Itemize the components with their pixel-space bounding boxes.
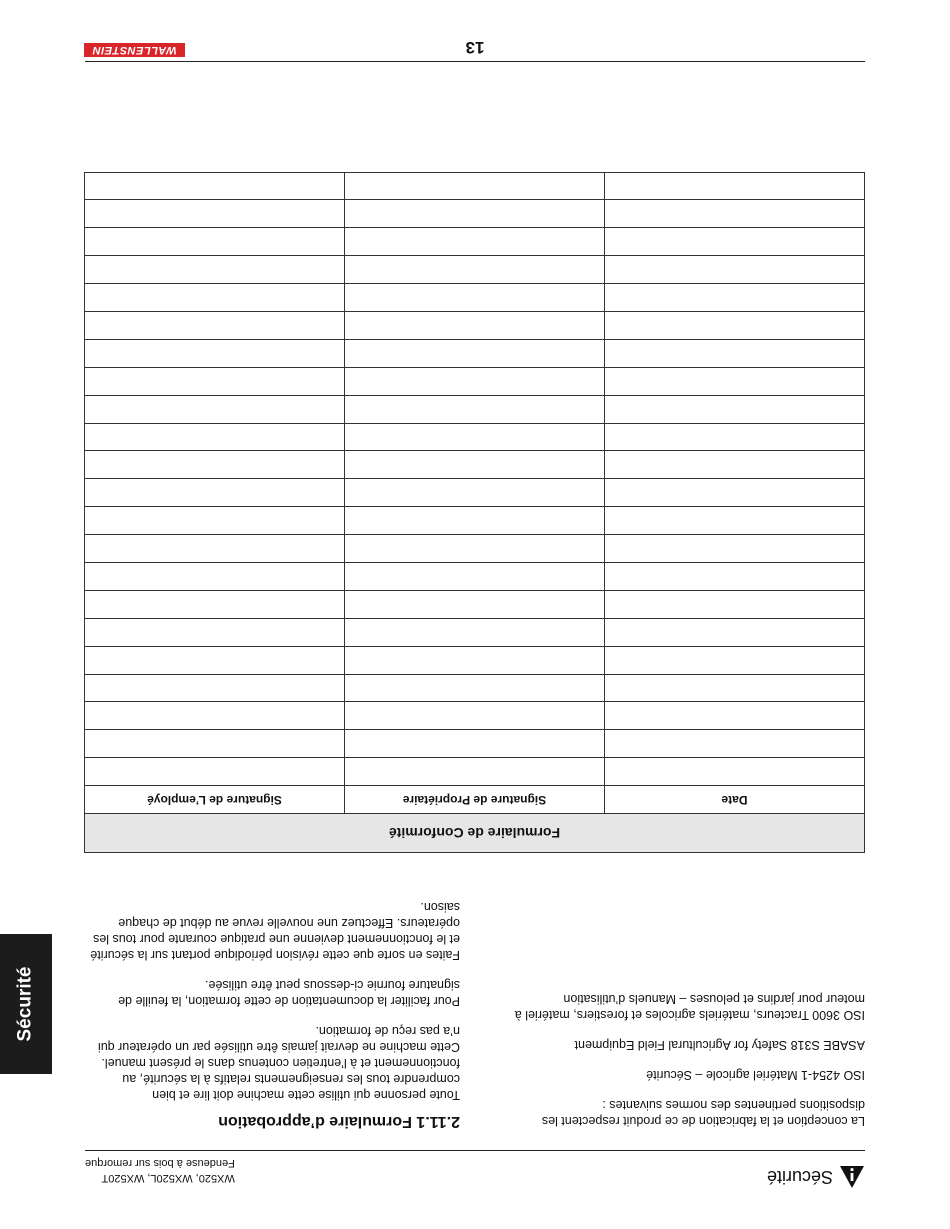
owner-signature-cell[interactable]: [345, 423, 605, 451]
date-cell[interactable]: [605, 367, 865, 395]
date-cell[interactable]: [605, 562, 865, 590]
form-row: [85, 535, 865, 563]
owner-signature-cell[interactable]: [345, 590, 605, 618]
date-cell[interactable]: [605, 339, 865, 367]
date-cell[interactable]: [605, 674, 865, 702]
column-header-employee-signature: Signature de L’employé: [85, 786, 345, 814]
section-heading: 2.11.1 Formulaire d’approbation: [218, 1113, 460, 1130]
form-row: [85, 730, 865, 758]
employee-signature-cell[interactable]: [85, 507, 345, 535]
header-model-line: WX520, WX520L, WX520T: [101, 1172, 235, 1184]
date-cell[interactable]: [605, 451, 865, 479]
date-cell[interactable]: [605, 535, 865, 563]
owner-signature-cell[interactable]: [345, 200, 605, 228]
header-product-line: Fendeuse à bois sur remorque: [85, 1157, 235, 1169]
form-row: [85, 395, 865, 423]
standard-item: ISO 4254-1 Matériel agricole – Sécurité: [646, 1068, 865, 1082]
employee-signature-cell[interactable]: [85, 367, 345, 395]
date-cell[interactable]: [605, 200, 865, 228]
approval-paragraph: Pour faciliter la documentation de cette formation, la feuille de signature fournie ci-dessous peut être utilisée.: [118, 978, 460, 1008]
form-row: [85, 451, 865, 479]
owner-signature-cell[interactable]: [345, 562, 605, 590]
form-row: [85, 256, 865, 284]
owner-signature-cell[interactable]: [345, 646, 605, 674]
date-cell[interactable]: [605, 172, 865, 200]
employee-signature-cell[interactable]: [85, 451, 345, 479]
owner-signature-cell[interactable]: [345, 730, 605, 758]
safety-warning-icon: [839, 1165, 865, 1189]
form-row: [85, 618, 865, 646]
employee-signature-cell[interactable]: [85, 423, 345, 451]
date-cell[interactable]: [605, 702, 865, 730]
owner-signature-cell[interactable]: [345, 479, 605, 507]
date-cell[interactable]: [605, 423, 865, 451]
form-row: [85, 479, 865, 507]
employee-signature-cell[interactable]: [85, 674, 345, 702]
page-header-section: [767, 1165, 865, 1189]
date-cell[interactable]: [605, 479, 865, 507]
owner-signature-cell[interactable]: [345, 535, 605, 563]
standard-item: ISO 3600 Tracteurs, matériels agricoles et forestiers, matériel à moteur pour jardins et pelouses – Manuels d’utilisation: [514, 992, 865, 1022]
owner-signature-cell[interactable]: [345, 674, 605, 702]
page-number: 13: [465, 38, 485, 57]
employee-signature-cell[interactable]: [85, 618, 345, 646]
owner-signature-cell[interactable]: [345, 339, 605, 367]
page-header-product: [85, 1155, 235, 1185]
employee-signature-cell[interactable]: [85, 339, 345, 367]
form-row: [85, 674, 865, 702]
approval-paragraph: Toute personne qui utilise cette machine doit lire et bien comprendre tous les renseignements relatifs à la sécurité, au fonctionnement et à l’entretien contenus dans le présent manuel. Cette machine ne devrait jamais être utilisée par un opérateur qui n’a pas reçu de formation.: [97, 1024, 460, 1102]
employee-signature-cell[interactable]: [85, 646, 345, 674]
date-cell[interactable]: [605, 507, 865, 535]
standards-intro: La conception et la fabrication de ce produit respectent les dispositions pertinentes des normes suivantes :: [541, 1098, 865, 1128]
form-row: [85, 646, 865, 674]
form-row: [85, 339, 865, 367]
owner-signature-cell[interactable]: [345, 284, 605, 312]
employee-signature-cell[interactable]: [85, 702, 345, 730]
header-section-title: Sécurité: [766, 1167, 833, 1188]
date-cell[interactable]: [605, 590, 865, 618]
date-cell[interactable]: [605, 618, 865, 646]
employee-signature-cell[interactable]: [85, 256, 345, 284]
date-cell[interactable]: [605, 730, 865, 758]
header-divider: [85, 1150, 865, 1151]
employee-signature-cell[interactable]: [85, 730, 345, 758]
owner-signature-cell[interactable]: [345, 702, 605, 730]
date-cell[interactable]: [605, 256, 865, 284]
form-row: [85, 311, 865, 339]
standards-column: [490, 977, 865, 1129]
form-row: [85, 284, 865, 312]
owner-signature-cell[interactable]: [345, 507, 605, 535]
employee-signature-cell[interactable]: [85, 228, 345, 256]
employee-signature-cell[interactable]: [85, 562, 345, 590]
form-row: [85, 200, 865, 228]
employee-signature-cell[interactable]: [85, 200, 345, 228]
section-tab: [0, 934, 52, 1074]
date-cell[interactable]: [605, 758, 865, 786]
form-row: [85, 562, 865, 590]
employee-signature-cell[interactable]: [85, 172, 345, 200]
date-cell[interactable]: [605, 284, 865, 312]
brand-logo: WALLENSTEIN: [84, 43, 185, 57]
approval-column: [85, 885, 460, 1129]
conformity-form-table: [84, 172, 865, 853]
owner-signature-cell[interactable]: [345, 451, 605, 479]
owner-signature-cell[interactable]: [345, 758, 605, 786]
employee-signature-cell[interactable]: [85, 395, 345, 423]
form-title: Formulaire de Conformité: [85, 814, 865, 853]
date-cell[interactable]: [605, 311, 865, 339]
employee-signature-cell[interactable]: [85, 535, 345, 563]
approval-paragraph: Faites en sorte que cette révision périodique portant sur la sécurité et le fonctionnement devienne une pratique courante pour tous les opérateurs. Effectuez une nouvelle revue au début de chaque saison.: [90, 900, 460, 962]
employee-signature-cell[interactable]: [85, 479, 345, 507]
employee-signature-cell[interactable]: [85, 758, 345, 786]
form-row: [85, 702, 865, 730]
owner-signature-cell[interactable]: [345, 228, 605, 256]
date-cell[interactable]: [605, 395, 865, 423]
employee-signature-cell[interactable]: [85, 311, 345, 339]
date-cell[interactable]: [605, 228, 865, 256]
owner-signature-cell[interactable]: [345, 172, 605, 200]
column-header-date: Date: [605, 786, 865, 814]
owner-signature-cell[interactable]: [345, 256, 605, 284]
owner-signature-cell[interactable]: [345, 395, 605, 423]
form-row: [85, 590, 865, 618]
form-row: [85, 367, 865, 395]
form-row: [85, 507, 865, 535]
date-cell[interactable]: [605, 646, 865, 674]
section-tab-label: Sécurité: [14, 966, 36, 1042]
form-row: [85, 758, 865, 786]
form-body: [85, 172, 865, 786]
form-row: [85, 423, 865, 451]
column-header-owner-signature: Signature de Propriétaire: [345, 786, 605, 814]
employee-signature-cell[interactable]: [85, 284, 345, 312]
form-row: [85, 228, 865, 256]
owner-signature-cell[interactable]: [345, 367, 605, 395]
owner-signature-cell[interactable]: [345, 618, 605, 646]
form-row: [85, 172, 865, 200]
employee-signature-cell[interactable]: [85, 590, 345, 618]
owner-signature-cell[interactable]: [345, 311, 605, 339]
footer-divider: [85, 61, 865, 62]
standard-item: ASABE S318 Safety for Agricultural Field Equipment: [574, 1038, 865, 1052]
